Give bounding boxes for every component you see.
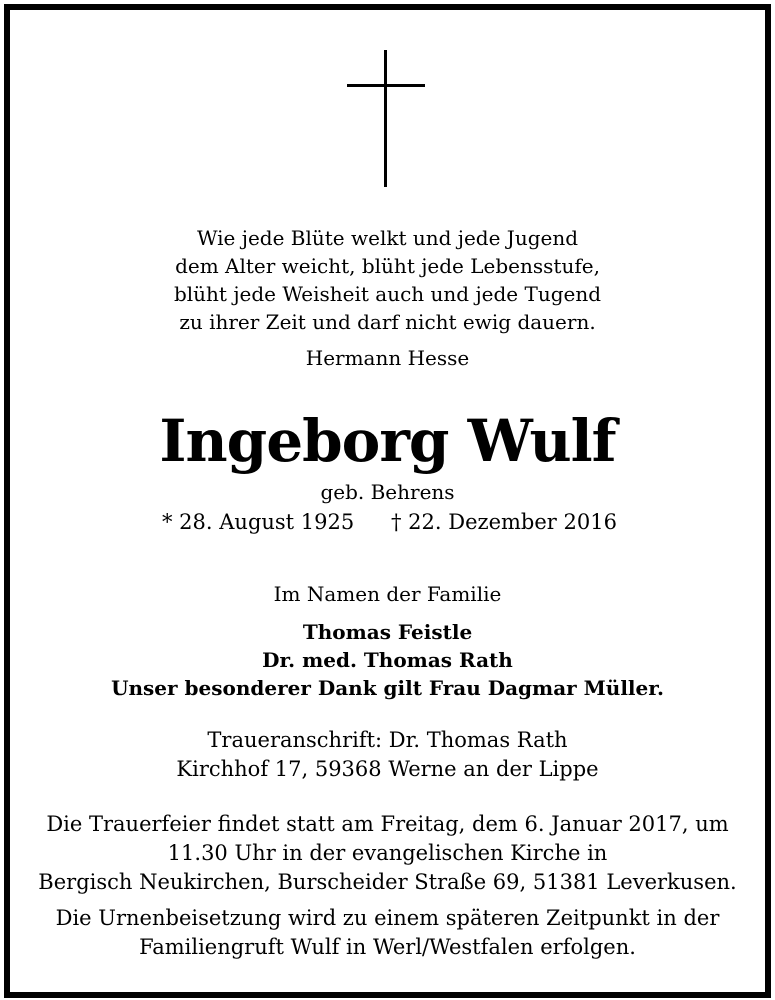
thanks-line: Unser besonderer Dank gilt Frau Dagmar Müller. <box>111 676 664 700</box>
ceremony-line: Die Trauerfeier findet statt am Freitag, dem 6. Januar 2017, um <box>46 812 729 836</box>
poem-author: Hermann Hesse <box>305 346 470 370</box>
ceremony-line: Bergisch Neukirchen, Burscheider Straße 69, 51381 Leverkusen. <box>38 870 737 894</box>
family-member: Dr. med. Thomas Rath <box>262 648 513 672</box>
obituary-content <box>10 10 765 992</box>
family-member: Thomas Feistle <box>302 620 473 644</box>
poem-line: dem Alter weicht, blüht jede Lebensstufe, <box>175 254 600 278</box>
cross-icon <box>347 50 425 187</box>
ceremony-line: 11.30 Uhr in der evangelischen Kirche in <box>167 841 608 865</box>
birth-date: * 28. August 1925 <box>162 510 355 534</box>
deceased-name: Ingeborg Wulf <box>159 407 616 475</box>
burial-line: Die Urnenbeisetzung wird zu einem späteren Zeitpunkt in der <box>55 906 720 930</box>
obituary-frame <box>4 4 771 998</box>
family-intro: Im Namen der Familie <box>273 582 502 606</box>
poem-line: blüht jede Weisheit auch und jede Tugend <box>173 282 602 306</box>
poem-line: Wie jede Blüte welkt und jede Jugend <box>196 226 579 250</box>
maiden-name: geb. Behrens <box>320 480 455 504</box>
address-line: Kirchhof 17, 59368 Werne an der Lippe <box>176 757 599 781</box>
burial-line: Familiengruft Wulf in Werl/Westfalen erfolgen. <box>139 935 636 959</box>
address-line: Traueranschrift: Dr. Thomas Rath <box>207 728 568 752</box>
death-date: † 22. Dezember 2016 <box>391 510 617 534</box>
poem-line: zu ihrer Zeit und darf nicht ewig dauern. <box>179 310 596 334</box>
